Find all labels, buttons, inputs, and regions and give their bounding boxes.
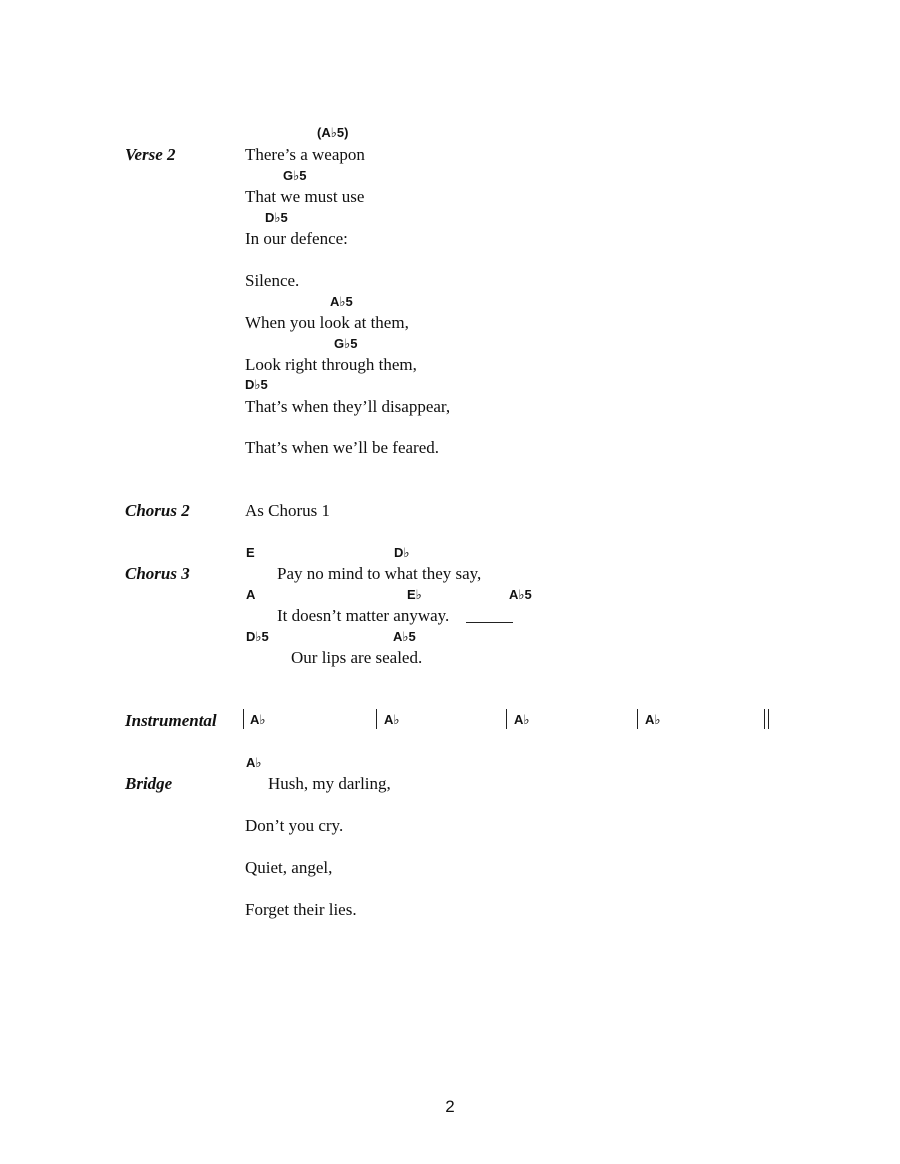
lyric-line: That’s when they’ll disappear, (245, 397, 451, 416)
chord: G♭5 (283, 168, 307, 183)
lyric-line: There’s a weapon (245, 145, 365, 164)
lyric-line: As Chorus 1 (245, 501, 331, 520)
chord: G♭5 (334, 336, 358, 351)
lyric-line: In our defence: (245, 229, 348, 248)
chord: D♭5 (265, 210, 288, 225)
section-label-chorus-2: Chorus 2 (125, 501, 190, 520)
lyric-line: Pay no mind to what they say, (277, 564, 482, 583)
melisma-extender-line (466, 622, 513, 623)
section-label-chorus-3: Chorus 3 (125, 564, 190, 583)
chord: A♭ (645, 712, 661, 727)
lyric-line: Our lips are sealed. (291, 648, 423, 667)
lyric-line: That’s when we’ll be feared. (245, 438, 439, 457)
lyric-line: That we must use (245, 187, 365, 206)
chord: A♭ (246, 755, 262, 770)
bar-line (506, 709, 507, 729)
lyric-line: Quiet, angel, (245, 858, 333, 877)
bar-line (243, 709, 244, 729)
section-label-instrumental: Instrumental (125, 711, 217, 730)
chord: A♭5 (393, 629, 416, 644)
lyric-line: It doesn’t matter anyway. (277, 606, 450, 625)
chord: D♭5 (246, 629, 269, 644)
lyric-line: Hush, my darling, (268, 774, 391, 793)
chord: E (246, 545, 255, 560)
lyric-line: Don’t you cry. (245, 816, 344, 835)
lyric-line: Look right through them, (245, 355, 417, 374)
chord: (A♭5) (317, 125, 349, 140)
chord: A (246, 587, 256, 602)
section-label-verse-2: Verse 2 (125, 145, 176, 164)
chord: D♭ (394, 545, 410, 560)
final-double-bar-line (764, 709, 769, 729)
chord: A♭5 (509, 587, 532, 602)
lyric-line: When you look at them, (245, 313, 409, 332)
bar-line (376, 709, 377, 729)
page-number: 2 (445, 1097, 455, 1116)
section-label-bridge: Bridge (125, 774, 173, 793)
chord: A♭ (514, 712, 530, 727)
lyric-line: Silence. (245, 271, 300, 290)
chord: A♭ (250, 712, 266, 727)
lyric-line: Forget their lies. (245, 900, 357, 919)
bar-line (637, 709, 638, 729)
chord: D♭5 (245, 377, 268, 392)
chord: E♭ (407, 587, 422, 602)
chord: A♭ (384, 712, 400, 727)
chord: A♭5 (330, 294, 353, 309)
